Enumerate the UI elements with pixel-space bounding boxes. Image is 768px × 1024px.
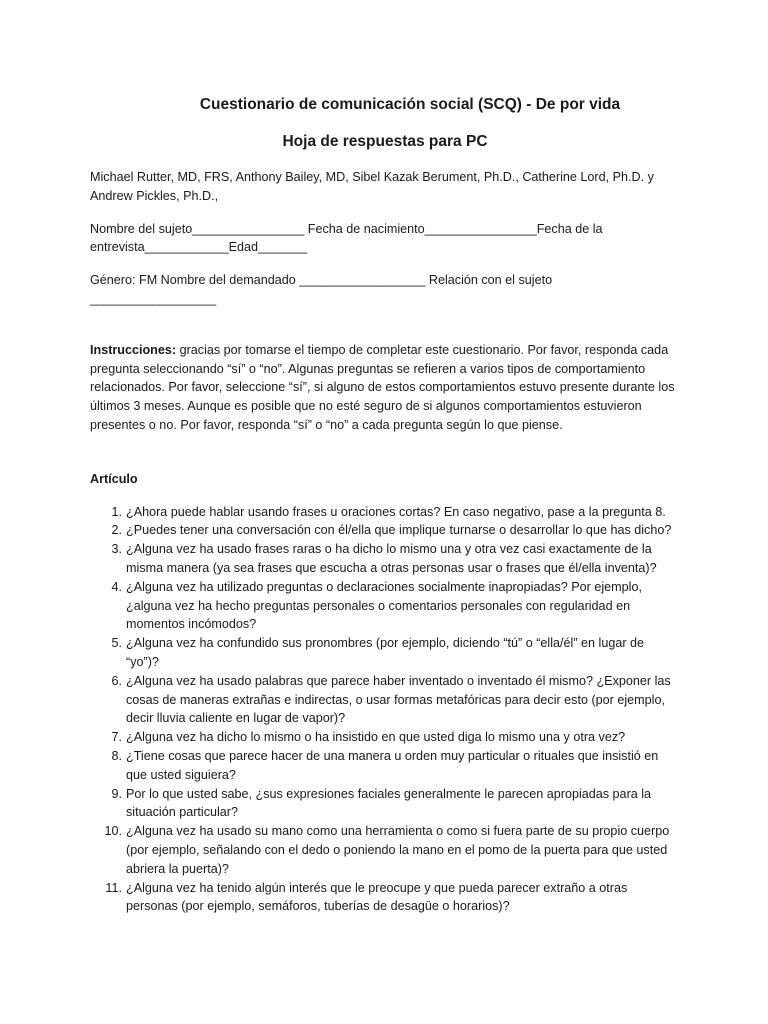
question-text: Por lo que usted sabe, ¿sus expresiones faciales generalmente le parecen apropiadas para la situación particular?: [126, 786, 652, 820]
question-text: ¿Ahora puede hablar usando frases u oraciones cortas? En caso negativo, pase a la pregunta 8.: [126, 504, 666, 519]
question-number: 10.: [104, 824, 122, 839]
question-number: 7.: [111, 730, 122, 745]
question-number: 11.: [105, 880, 122, 895]
subject-fields: Nombre del sujeto________________ Fecha de nacimiento________________Fecha de la entrevista____________Edad_______: [90, 221, 603, 255]
document-content: [90, 94, 680, 916]
question-item: [90, 747, 680, 785]
question-item: [90, 503, 680, 522]
document-subtitle: Hoja de respuestas para PC: [282, 133, 488, 150]
question-text: ¿Alguna vez ha usado palabras que parece haber inventado o inventado él mismo? ¿Exponer las cosas de maneras extrañas e indirectas, o usar formas metafóricas para decir esto (por ejemplo, decir lluvia caliente en lugar de vapor)?: [126, 673, 671, 726]
instructions-paragraph: [90, 341, 680, 435]
instructions-text: gracias por tomarse el tiempo de completar este cuestionario. Por favor, responda cada pregunta seleccionando “sí” o “no”. Algunas preguntas se refieren a varios tipos de comportamiento relacionados. Por favor, seleccione “sí”, si alguno de estos comportamientos estuvo presente durante los últimos 3 meses. Aunque es posible que no esté seguro de si algunos comportamientos estuvieron presentes o no. Por favor, responda “sí” o “no” a cada pregunta según lo que piense.: [90, 342, 675, 432]
authors-line: Michael Rutter, MD, FRS, Anthony Bailey, MD, Sibel Kazak Berument, Ph.D., Catherine Lord, Ph.D. y Andrew Pickles, Ph.D.,: [90, 170, 654, 203]
question-text: ¿Alguna vez ha usado su mano como una herramienta o como si fuera parte de su propio cuerpo (por ejemplo, señalando con el dedo o poniendo la mano en el pomo de la puerta para que usted abriera la puerta)?: [126, 824, 670, 876]
question-text: ¿Puedes tener una conversación con él/ella que implique turnarse o desarrollar lo que has dicho?: [126, 523, 672, 538]
question-item: [90, 578, 680, 634]
question-text: ¿Alguna vez ha usado frases raras o ha dicho lo mismo una y otra vez casi exactamente de la misma manera (ya sea frases que escucha a otras personas usar o frases que él/ella inventa)?: [126, 542, 657, 575]
question-number: 5.: [111, 636, 122, 651]
question-item: [90, 634, 680, 672]
question-text: ¿Alguna vez ha tenido algún interés que le preocupe y que pueda parecer extraño a otras personas (por ejemplo, semáforos, tuberías de desagüe o horarios)?: [126, 880, 628, 914]
instructions-label: Instrucciones:: [90, 342, 177, 357]
respondent-fields: Género: FM Nombre del demandado __________________ Relación con el sujeto __________________: [90, 273, 553, 306]
question-item: [90, 822, 680, 878]
question-item: [90, 728, 680, 747]
question-number: 6.: [111, 673, 122, 688]
question-item: [90, 521, 680, 540]
question-number: 3.: [111, 542, 122, 557]
question-number: 4.: [111, 579, 122, 594]
question-text: ¿Alguna vez ha dicho lo mismo o ha insistido en que usted diga lo mismo una y otra vez?: [126, 730, 626, 745]
question-number: 9.: [111, 786, 122, 801]
question-item: [90, 672, 680, 728]
question-text: ¿Tiene cosas que parece hacer de una manera u orden muy particular o rituales que insistió en que usted siguiera?: [126, 748, 659, 782]
question-text: ¿Alguna vez ha confundido sus pronombres (por ejemplo, diciendo “tú” o “ella/él” en lugar de “yo”)?: [126, 636, 645, 669]
question-list: [90, 503, 680, 917]
question-number: 8.: [111, 748, 122, 763]
section-heading: Artículo: [90, 471, 138, 486]
question-item: [90, 785, 680, 823]
question-item: [90, 540, 680, 578]
question-number: 1.: [111, 504, 122, 519]
document-title: Cuestionario de comunicación social (SCQ) - De por vida: [199, 96, 621, 113]
question-item: [90, 879, 680, 917]
question-number: 2.: [111, 523, 122, 538]
question-text: ¿Alguna vez ha utilizado preguntas o declaraciones socialmente inapropiadas? Por ejemplo, ¿alguna vez ha hecho preguntas personales o comentarios personales con regularidad en momentos incómodos?: [126, 579, 642, 632]
